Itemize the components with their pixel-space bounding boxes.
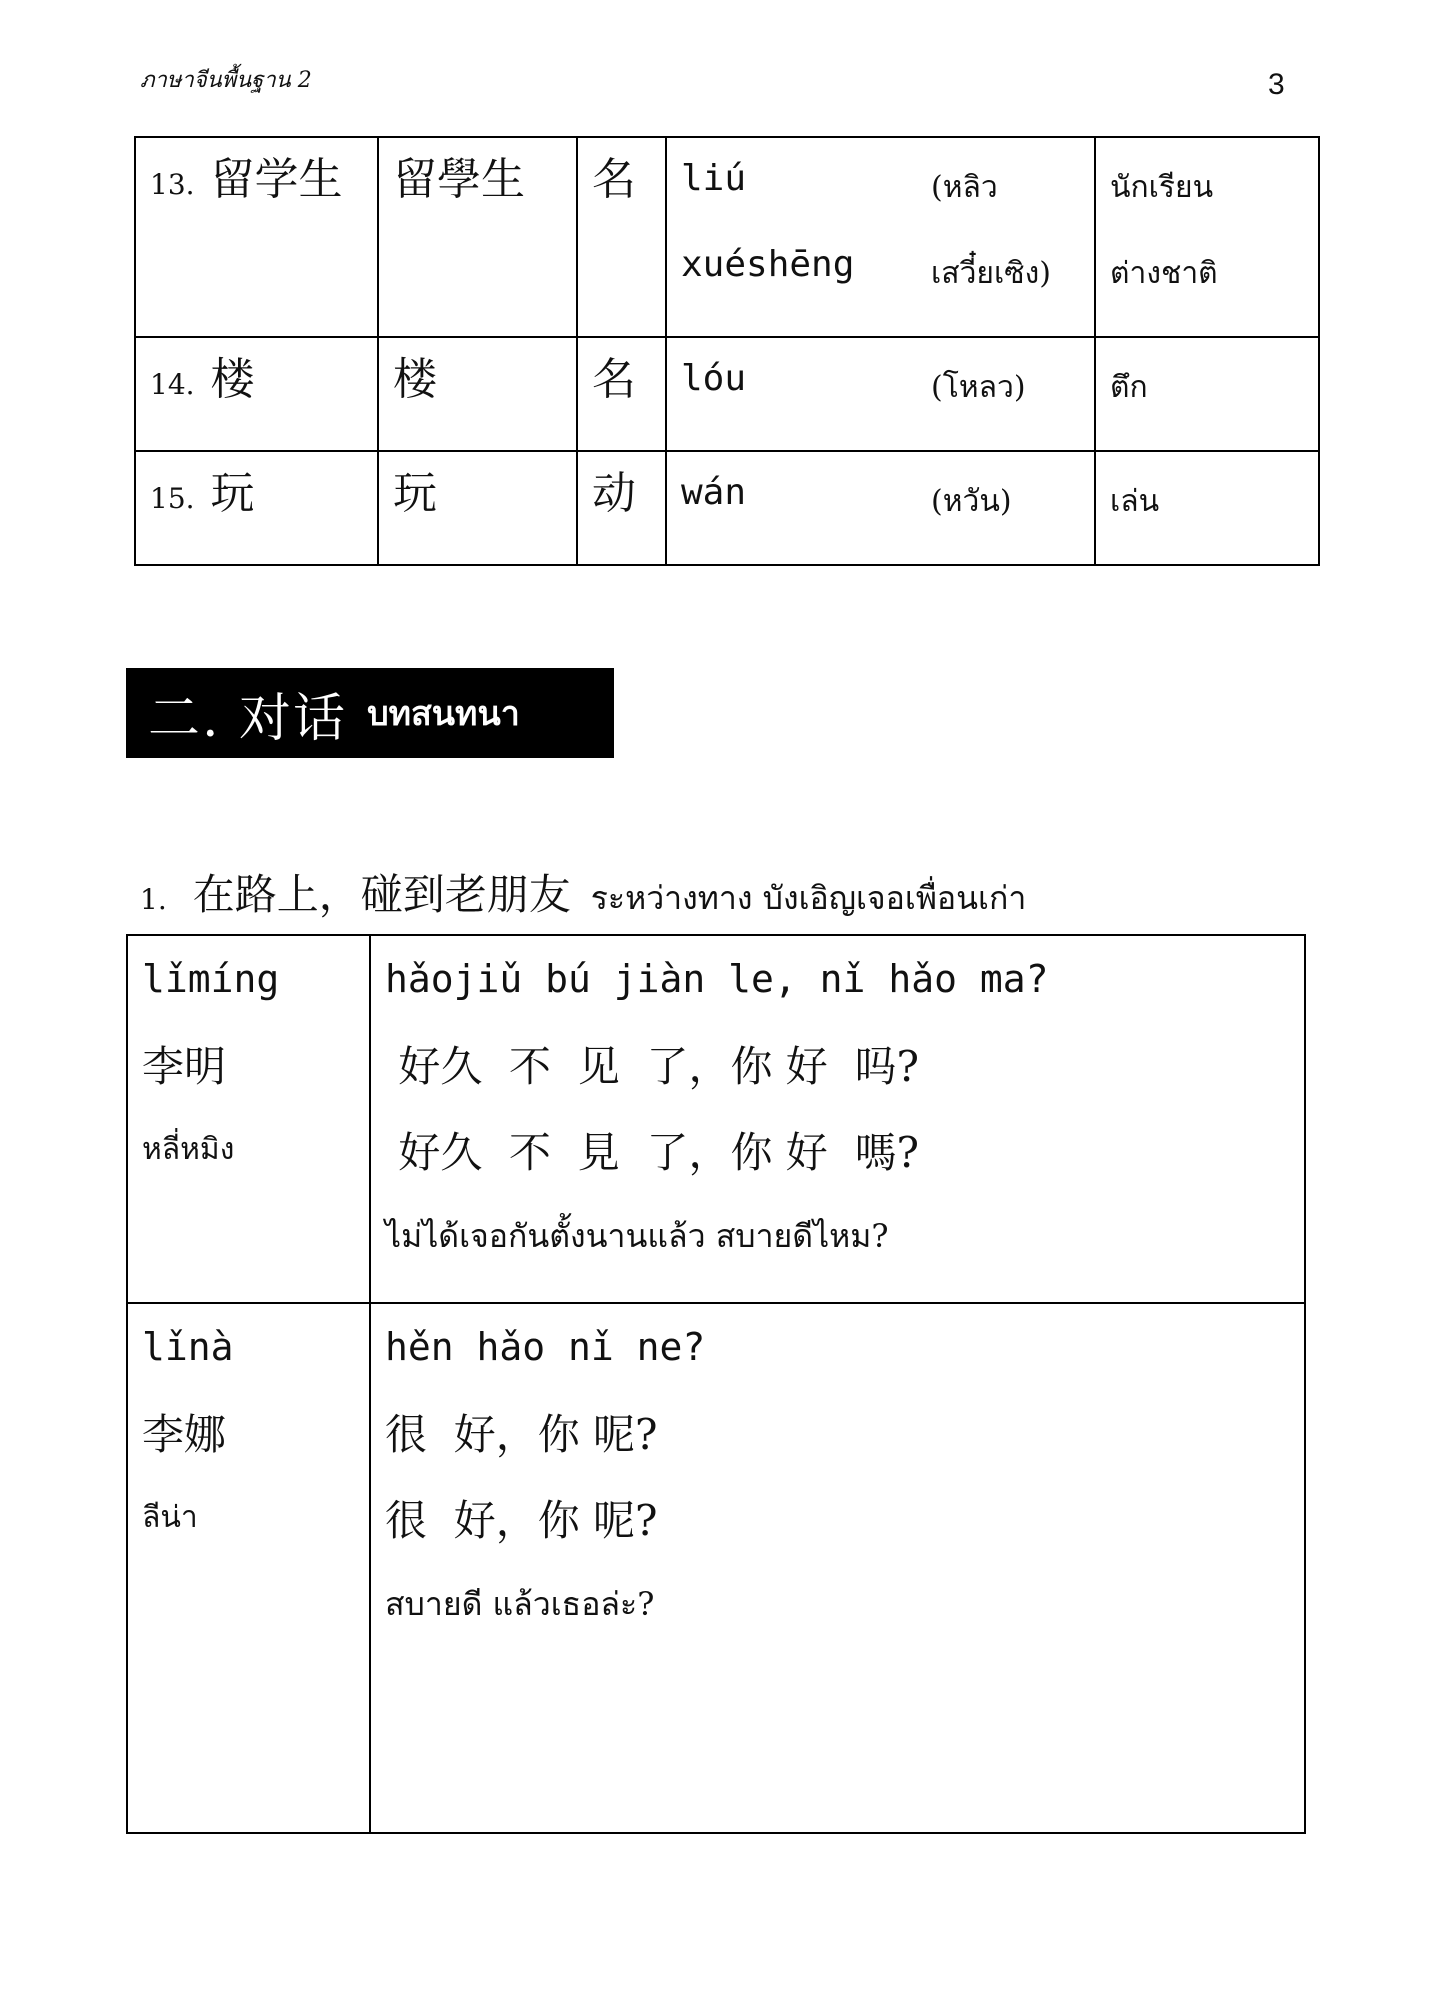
vocab-pinyin: liú	[681, 158, 747, 199]
vocab-part-of-speech: 名	[592, 154, 636, 205]
vocab-number: 14.	[150, 368, 195, 401]
running-header-title: ภาษาจีนพื้นฐาน 2	[140, 68, 312, 93]
dialog-table	[126, 934, 1306, 1834]
speaker-thai: ลีน่า	[142, 1500, 198, 1535]
section-heading-zh: 二. 对话	[148, 688, 348, 749]
line-traditional: 好久 不 見 了，你 好 嗎?	[385, 1128, 920, 1177]
section-heading-thai: บทสนทนา	[367, 694, 520, 734]
vocab-number: 13.	[150, 168, 195, 201]
speaker-chinese: 李娜	[142, 1410, 227, 1459]
speaker-chinese: 李明	[142, 1042, 227, 1091]
section-heading	[126, 668, 614, 758]
page-number: 3	[1268, 68, 1285, 101]
line-thai: ไม่ได้เจอกันตั้งนานแล้ว สบายดีไหม?	[385, 1217, 889, 1255]
vocab-part-of-speech: 动	[592, 468, 636, 519]
speaker-pinyin: lǐnà	[142, 1325, 234, 1369]
table-row	[135, 337, 1319, 451]
line-pinyin: hǎojiǔ bú jiàn le, nǐ hǎo ma?	[385, 957, 1049, 1001]
vocab-simplified: 玩	[210, 468, 255, 519]
vocabulary-table	[134, 136, 1320, 566]
dialog-title-zh: 在路上，碰到老朋友	[192, 870, 571, 919]
vocab-pinyin: xuéshēng	[681, 244, 855, 285]
vocab-thai-reading: (หลิว	[931, 170, 998, 205]
table-row	[135, 137, 1319, 337]
vocab-pinyin: lóu	[681, 358, 747, 399]
dialog-number: 1.	[140, 883, 167, 916]
line-pinyin: hěn hǎo nǐ ne?	[385, 1325, 706, 1369]
vocab-traditional: 楼	[393, 354, 437, 405]
vocab-thai-reading: เสวี๋ยเซิง)	[931, 256, 1051, 291]
line-simplified: 很 好，你 呢?	[385, 1410, 658, 1459]
vocab-simplified: 楼	[210, 354, 255, 405]
speaker-pinyin: lǐmíng	[142, 957, 280, 1001]
line-traditional: 很 好，你 呢?	[385, 1496, 658, 1545]
table-row	[135, 451, 1319, 565]
vocab-meaning: นักเรียน	[1110, 170, 1214, 205]
table-row	[127, 935, 1305, 1303]
vocab-meaning: เล่น	[1110, 484, 1160, 519]
line-simplified: 好久 不 见 了，你 好 吗?	[385, 1042, 920, 1091]
dialog-title	[140, 862, 1026, 924]
vocab-pinyin: wán	[681, 472, 747, 513]
vocab-thai-reading: (หวัน)	[931, 484, 1012, 519]
vocab-traditional: 玩	[393, 468, 437, 519]
vocab-meaning: ต่างชาติ	[1110, 256, 1218, 291]
vocab-meaning: ตึก	[1110, 370, 1148, 405]
vocab-part-of-speech: 名	[592, 354, 636, 405]
vocab-simplified: 留学生	[210, 154, 343, 205]
line-thai: สบายดี แล้วเธอล่ะ?	[385, 1585, 655, 1623]
table-row	[127, 1303, 1305, 1833]
vocab-number: 15.	[150, 482, 195, 515]
dialog-title-thai: ระหว่างทาง บังเอิญเจอเพื่อนเก่า	[590, 879, 1027, 917]
vocab-thai-reading: (โหลว)	[931, 370, 1026, 405]
speaker-thai: หลี่หมิง	[142, 1132, 235, 1167]
vocab-traditional: 留學生	[393, 154, 525, 205]
